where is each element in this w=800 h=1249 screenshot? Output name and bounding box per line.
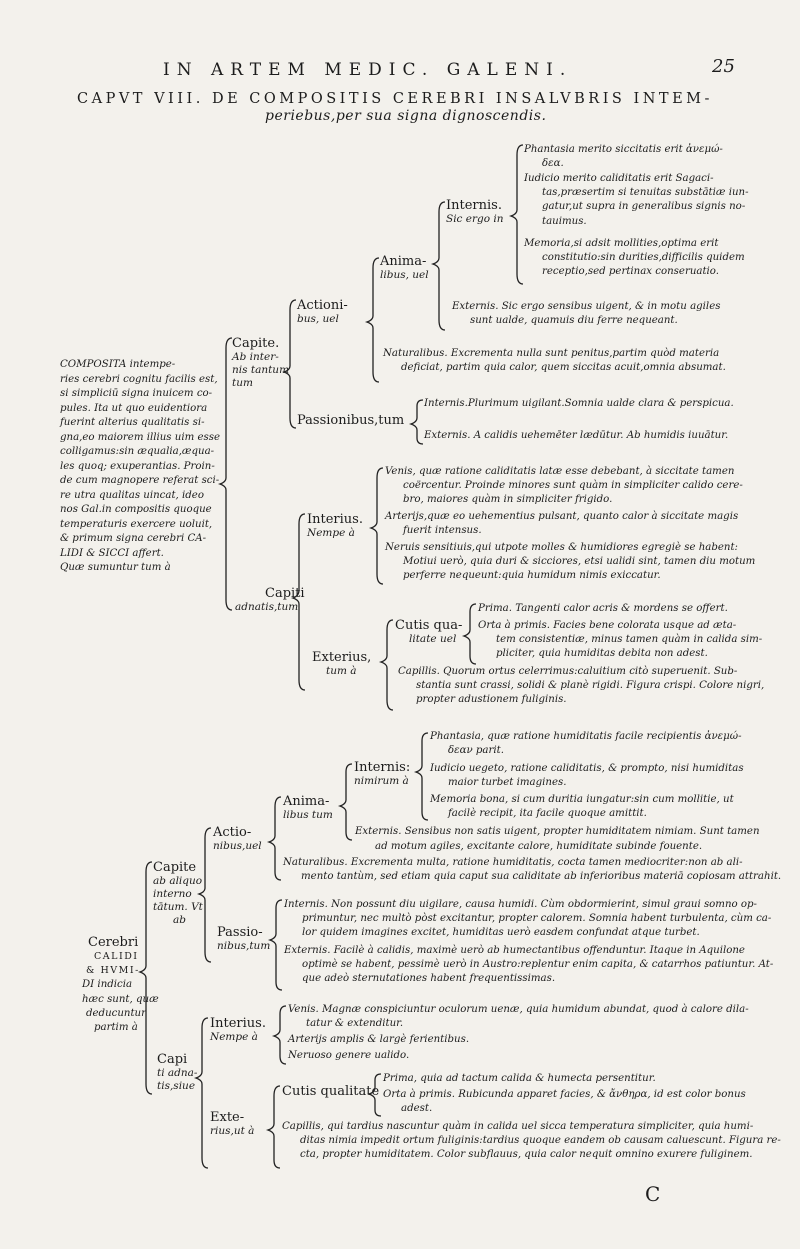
sec2-prima: Prima, quia ad tactum calida & humecta persentitur. bbox=[383, 1073, 656, 1084]
sec1-actionibus-label: Actioni- bus, uel bbox=[297, 298, 348, 325]
sec2-pass-externis: Externis. Facilè à calidis, maximè uerò ab humectantibus offenduntur. Itaque in Aquilone optimè se habent, pessimè uerò in Austro:replentur enim capita, & catarrhos patiuntur. At- que adeò sternutationes habent frequentissimas. bbox=[284, 945, 774, 985]
brace-sec1-animalibus bbox=[433, 202, 445, 330]
sec1-neruis: Neruis sensitiuis,qui utpote molles & humidiores egregiè se habent: Motiui uerò, quia duri & sicciores, etsi ualidi sint, tamen diu motum perferre nequeunt:quia humidum nimis exiccatur. bbox=[385, 542, 756, 582]
sec2-internis-label: Internis: nimirum à bbox=[354, 760, 411, 787]
sec2-memoria: Memoria bona, si cum duritia iungatur:sin cum mollitie, ut facilè recipit, ita facile quoque amittit. bbox=[430, 794, 734, 820]
brace-sec2-exterius bbox=[268, 1086, 280, 1168]
sec2-phantasia: Phantasia, quæ ratione humiditatis facile recipientis ἀνεμώ- δεαν parit. bbox=[430, 731, 742, 757]
sec2-iudicio: Iudicio uegeto, ratione caliditatis, & prompto, nisi humiditas maior turbet imagines. bbox=[430, 763, 744, 789]
sec2-pass-internis: Internis. Non possunt diu uigilare, causa humidi. Cùm obdormierint, simul graui somno op- primuntur, nec multò pòst excitantur, propter calorem. Somnia habent turbulenta, cùm ca- lor quidem imagines excitet, humiditas uerò easdem confundat atque turbet. bbox=[284, 899, 772, 939]
sec2-actionibus-label: Actio- nibus,uel bbox=[213, 825, 262, 852]
sec2-neruoso: Neruoso genere ualido. bbox=[288, 1050, 410, 1061]
sec2-capiti-label: Capi ti adna- tis,siue bbox=[157, 1052, 198, 1092]
brace-sec2-actionibus bbox=[269, 797, 281, 880]
page-number: 25 bbox=[712, 56, 735, 77]
sec2-exterius-label: Exte- rius,ut à bbox=[210, 1110, 255, 1137]
sec2-cutis-label: Cutis qualitate bbox=[282, 1084, 380, 1099]
sec1-prima: Prima. Tangenti calor acris & mordens se offert. bbox=[478, 603, 728, 614]
sec1-capiti-label: Capiti adnatis,tum bbox=[235, 586, 305, 613]
sec1-naturalibus: Naturalibus. Excrementa nulla sunt penitus,partim quòd materia deficiat, partim quia calor, quem siccitas acuit,omnia absumat. bbox=[383, 348, 726, 374]
brace-sec1-exterius bbox=[381, 620, 393, 710]
sec1-pass-externis: Externis. A calidis uehemēter lædūtur. Ab humidis iuuātur. bbox=[424, 430, 729, 441]
sec2-externis-cont: ad motum agiles, excitante calore, humiditate subinde fouente. bbox=[375, 841, 703, 852]
sec2-capite-label: Capite ab aliquo interno tātum. Vt ab bbox=[153, 860, 203, 926]
brace-sec1-internis bbox=[511, 145, 523, 284]
brace-sec1-passionibus bbox=[411, 400, 423, 444]
sec2-animalibus-label: Anima- libus tum bbox=[283, 794, 333, 821]
sec2-interius-label: Interius. Nempe à bbox=[210, 1016, 266, 1043]
sec1-passionibus-label: Passionibus,tum bbox=[297, 413, 405, 428]
sec1-iudicio: Iudicio merito caliditatis erit Sagaci- tas,præsertim si tenuitas substātiæ iun- gatur,ut supra in generalibus signis no- tauimus. bbox=[524, 173, 749, 227]
brace-sec1-actionibus bbox=[367, 258, 379, 382]
sec1-arterijs: Arterijs,quæ eo uehementius pulsant, quanto calor à siccitate magis fuerit intensus. bbox=[385, 511, 739, 537]
sec1-venis: Venis, quæ ratione caliditatis latæ esse debebant, à siccitate tamen coërcentur. Proinde minores sunt quàm in simpliciter calido cere- bro, maiores quàm in simpliciter frigido. bbox=[385, 466, 743, 506]
sec1-cutis-label: Cutis qua- litate uel bbox=[395, 618, 463, 645]
sec1-pass-internis: Internis.Plurimum uigilant.Somnia ualde clara & perspicua. bbox=[424, 398, 734, 409]
sec2-venis: Venis. Magnæ conspiciuntur oculorum uenæ, quia humidum abundat, quod à calore dila- tatur & extenditur. bbox=[288, 1004, 749, 1030]
sec2-externis: Externis. Sensibus non satis uigent, propter humiditatem nimiam. Sunt tamen bbox=[355, 826, 760, 837]
sec1-capillis: Capillis. Quorum ortus celerrimus:caluitium citò superuenit. Sub- stantia sunt crassi, solidi & planè rigidi. Figura crispi. Colore nigri, propter adustionem fuliginis. bbox=[398, 666, 765, 706]
sec2-orta: Orta à primis. Rubicunda apparet facies, & ἄνθηρα, id est color bonus adest. bbox=[383, 1089, 746, 1115]
sec1-animalibus-label: Anima- libus, uel bbox=[380, 254, 429, 281]
sec2-arterijs: Arterijs amplis & largè ferientibus. bbox=[288, 1034, 470, 1045]
sec1-memoria: Memoria,si adsit mollities,optima erit constitutio:sin durities,difficilis quidem receptio,sed pertinax conseruatio. bbox=[524, 238, 745, 278]
sec1-capite-label: Capite. Ab inter- nis tantum tum bbox=[232, 336, 290, 389]
sec1-orta: Orta à primis. Facies bene colorata usque ad æta- tem consistentiæ, minus tamen quàm in calida sim- pliciter, quia humiditas debita non adest. bbox=[478, 620, 763, 660]
running-title: IN ARTEM MEDIC. GALENI. bbox=[163, 60, 573, 80]
chapter-title-line1: CAPVT VIII. DE COMPOSITIS CEREBRI INSALVBRIS INTEM- bbox=[77, 91, 713, 107]
sec1-externis: Externis. Sic ergo sensibus uigent, & in motu agiles sunt ualde, quamuis diu ferre nequeant. bbox=[452, 301, 721, 327]
brace-sec1-interius bbox=[371, 468, 383, 584]
chapter-title-line2: periebus,per sua signa dignoscendis. bbox=[265, 108, 547, 124]
brace-sec2-passionibus bbox=[270, 900, 282, 990]
sec2-naturalibus: Naturalibus. Excrementa multa, ratione humiditatis, cocta tamen mediocriter:non ab ali- mento tantùm, sed etiam quia caput sua caliditate ab inferioribus materiā copiosam attrahit. bbox=[283, 857, 782, 883]
brace-sec2-interius bbox=[274, 1006, 286, 1064]
brace-sec2-animalibus bbox=[340, 764, 352, 840]
sec1-interius-label: Interius. Nempe à bbox=[307, 512, 363, 539]
sec2-capillis: Capillis, qui tardius nascuntur quàm in calida uel sicca temperatura simpliciter, quia humi- ditas nimia impedit ortum fuliginis:tardius quoque eandem ob causam caluescunt. Figura re- cta, propter humiditatem. Color subflauus, quia calor nequit omnino exurere fuliginem. bbox=[282, 1121, 781, 1161]
intro-paragraph: COMPOSITA intempe- ries cerebri cognitu facilis est, si simpliciū signa inuicem co- pules. Ita ut quo euidentiora fuerint alterius qualitatis si- gna,eo maiorem illius uim esse colligamus:sin æqualia,æqua- les quoq; exuperantias. Proin- de cum magnopere referat sci- re utra qualitas uincat, ideo nos Gal.in compositis quoque temperaturis exercere uoluit, & primum signa cerebri CA- LIDI & SICCI affert. Quæ sumuntur tum à bbox=[60, 359, 221, 573]
sec1-internis-label: Internis. Sic ergo in bbox=[446, 198, 504, 225]
brace-sec1-cutis bbox=[464, 604, 476, 664]
sec2-intro: Cerebri CALIDI & HVMI- DI indicia hæc sunt, quæ deducuntur partim à bbox=[82, 935, 159, 1034]
sec1-phantasia: Phantasia merito siccitatis erit ἀνεμώ- δεα. bbox=[524, 144, 723, 170]
brace-sec2-internis bbox=[416, 733, 428, 820]
sec2-passionibus-label: Passio- nibus,tum bbox=[217, 925, 271, 952]
signature-mark: C bbox=[645, 1182, 661, 1206]
sec1-exterius-label: Exterius, tum à bbox=[312, 650, 372, 677]
brace-sec2-capiti bbox=[196, 1018, 208, 1168]
